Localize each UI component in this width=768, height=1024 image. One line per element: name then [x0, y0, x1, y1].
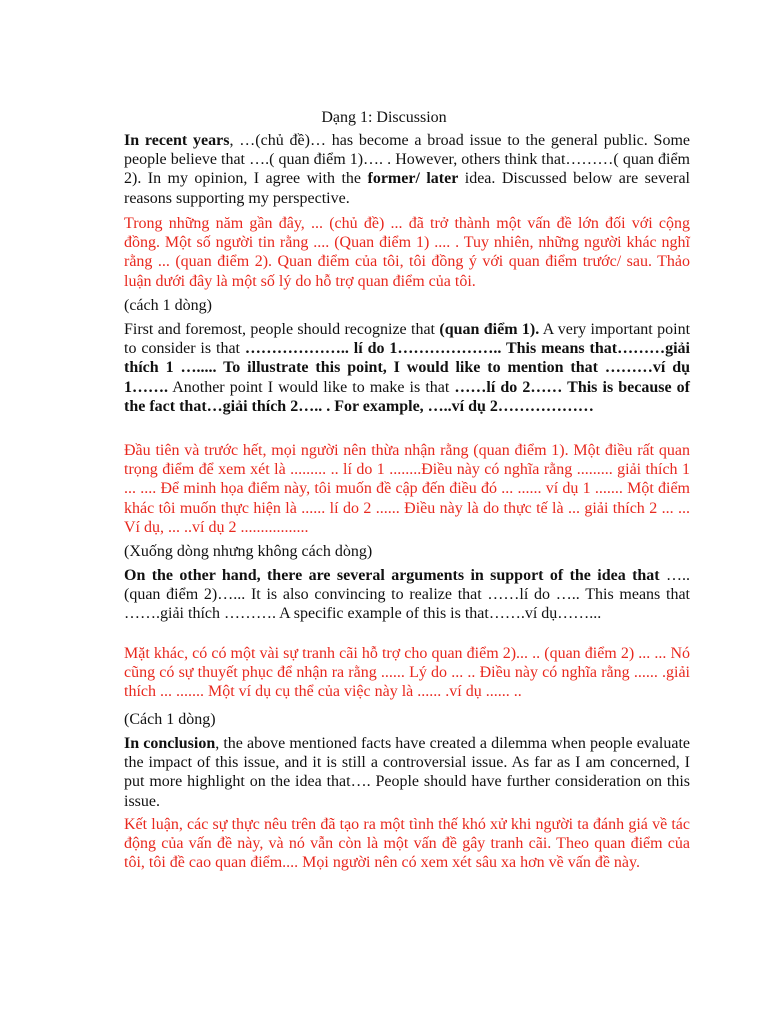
intro-text-2: idea. Discussed below are several reasons supporting my perspective. — [124, 170, 690, 207]
body1-bold-viewpoint: (quan điểm 1). — [439, 321, 540, 338]
intro-bold-former-later: former/ later — [367, 170, 459, 188]
intro-text-1: , …(chủ đề)… has become a broad issue to the general public. Some people believe that ….( quan điểm 1)…. . However, others think that………( quan điểm 2). In my opinion, I agree with the — [124, 132, 690, 188]
spacing-note-3: (Cách 1 dòng) — [124, 711, 216, 728]
conclusion-paragraph-vi: Kết luận, các sự thực nêu trên đã tạo ra một tình thế khó xử khi người ta đánh giá về tác động của vấn đề này, và nó vẫn còn là một vấn đề gây tranh cãi. Theo quan điểm của tôi, tôi đề cao quan điểm.... Mọi người nên có xem xét sâu xa hơn về vấn đề này. — [124, 816, 690, 872]
body1-text-3: Another point I would like to make is that — [168, 378, 455, 396]
body1-bold-reason-1: ……………….. lí do 1……………….. This means that………giải thích 1 …..... To illustrate this point, I would like to mention that ………ví dụ 1……. — [124, 340, 690, 396]
body2-text-1: …..(quan điểm 2)…... It is also convincing to realize that ……lí do ….. This means that …….giải thích ………. A specific example of this is that…….ví dụ……... — [124, 567, 691, 623]
intro-bold-opening: In recent years — [124, 132, 230, 149]
body-paragraph-1-vi: Đầu tiên và trước hết, mọi người nên thừa nhận rằng (quan điểm 1). Một điều rất quan trọng điểm để xem xét là ......... .. lí do 1 ........Điều này có nghĩa rằng ......... giải thích 1 ... .... Để minh họa điểm này, tôi muốn đề cập đến điều đó ... ...... ví dụ 1 ....... Một điểm khác tôi muốn thực hiện là ...... lí do 2 ...... Điều này là do thực tế là ... giải thích 2 ... ... Ví dụ, ... ..ví dụ 2 ................. — [124, 442, 690, 536]
intro-paragraph-en — [124, 131, 690, 208]
body-paragraph-2-vi: Mặt khác, có có một vài sự tranh cãi hỗ trợ cho quan điểm 2)... .. (quan điểm 2) ... ... Nó cũng có sự thuyết phục để nhận ra rằng ...... Lý do ... .. Điều này có nghĩa rằng ...... .giải thích ... ....... Một ví dụ cụ thể của việc này là ...... .ví dụ ...... .. — [124, 645, 690, 701]
body1-bold-reason-2: ……lí do 2…… This is because of the fact that…giải thích 2….. . For example, …..ví dụ 2……………… — [124, 378, 691, 415]
body-paragraph-1-en — [124, 320, 690, 416]
intro-paragraph-vi: Trong những năm gần đây, ... (chủ đề) ... đã trở thành một vấn đề lớn đối với cộng đồng. Một số người tin rằng .... (Quan điểm 1) .... . Tuy nhiên, những người khác nghĩ rằng ... (quan điểm 2). Quan điểm của tôi, tôi đồng ý với quan điểm trước/ sau. Thảo luận dưới đây là một số lý do hỗ trợ quan điểm của tôi. — [124, 215, 690, 290]
conclusion-text-1: , the above mentioned facts have created a dilemma when people evaluate the impact of this issue, and it is still a controversial issue. As far as I am concerned, I put more highlight on the idea that…. People should have further consideration on this issue. — [124, 735, 691, 810]
spacing-note-2: (Xuống dòng nhưng không cách dòng) — [124, 543, 373, 560]
body1-text-2: A very important point to consider is that — [124, 321, 691, 358]
spacing-note-1: (cách 1 dòng) — [124, 297, 212, 314]
conclusion-paragraph-en — [124, 734, 690, 811]
page-title: Dạng 1: Discussion — [321, 109, 447, 126]
body1-text-1: First and foremost, people should recognize that — [124, 321, 440, 338]
body-paragraph-2-en — [124, 566, 690, 624]
body2-bold-opening: On the other hand, there are several arguments in support of the idea that — [124, 567, 660, 584]
conclusion-bold-opening: In conclusion — [124, 735, 216, 752]
